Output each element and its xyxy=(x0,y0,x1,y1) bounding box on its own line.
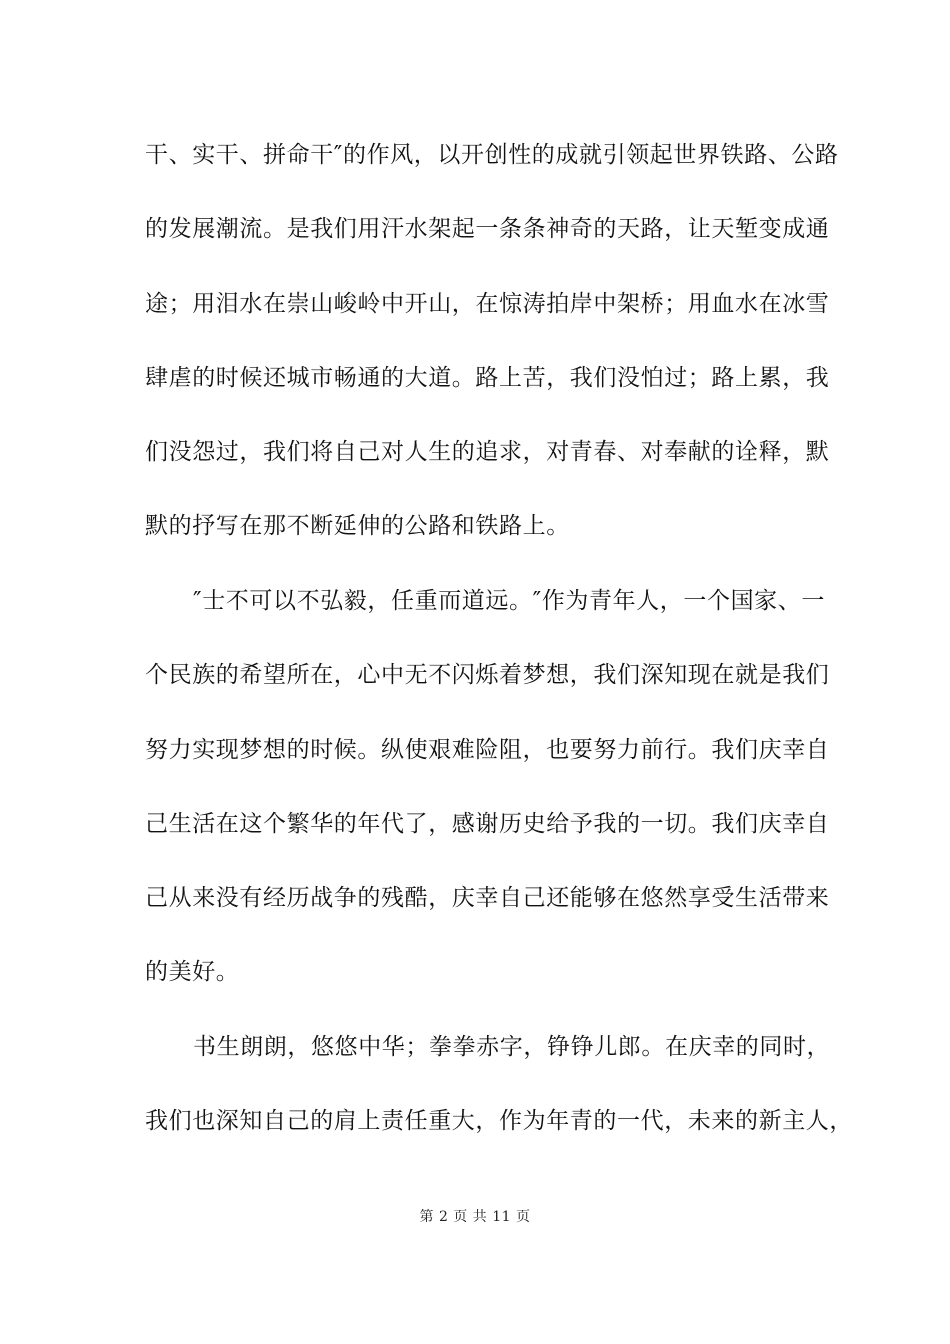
text-line: 己生活在这个繁华的年代了，感谢历史给予我的一切。我们庆幸自 xyxy=(145,811,830,837)
text-line: 己从来没有经历战争的残酷，庆幸自己还能够在悠然享受生活带来 xyxy=(145,885,830,911)
text-line: 的美好。 xyxy=(145,959,240,985)
text-line: 个民族的希望所在，心中无不闪烁着梦想，我们深知现在就是我们 xyxy=(145,662,830,688)
text-line: 们没怨过，我们将自己对人生的追求，对青春、对奉献的诠释，默 xyxy=(145,439,830,465)
text-line: 途；用泪水在崇山峻岭中开山，在惊涛拍岸中架桥；用血水在冰雪 xyxy=(145,291,830,317)
paragraph-first-line: 书生朗朗，悠悠中华；拳拳赤字，铮铮儿郎。在庆幸的同时， xyxy=(193,1034,831,1060)
text-line: 默的抒写在那不断延伸的公路和铁路上。 xyxy=(145,513,570,539)
text-line: 努力实现梦想的时候。纵使艰难险阻，也要努力前行。我们庆幸自 xyxy=(145,737,830,763)
page-number-footer: 第 2 页 共 11 页 xyxy=(419,1209,531,1225)
text-line: 的发展潮流。是我们用汗水架起一条条神奇的天路，让天堑变成通 xyxy=(145,216,830,242)
paragraph-first-line: ″士不可以不弘毅，任重而道远。″作为青年人，一个国家、一 xyxy=(193,588,825,614)
text-line: 干、实干、拼命干″的作风，以开创性的成就引领起世界铁路、公路 xyxy=(145,142,839,168)
text-line: 我们也深知自己的肩上责任重大，作为年青的一代，未来的新主人， xyxy=(145,1108,853,1134)
text-line: 肆虐的时候还城市畅通的大道。路上苦，我们没怕过；路上累，我 xyxy=(145,365,830,391)
